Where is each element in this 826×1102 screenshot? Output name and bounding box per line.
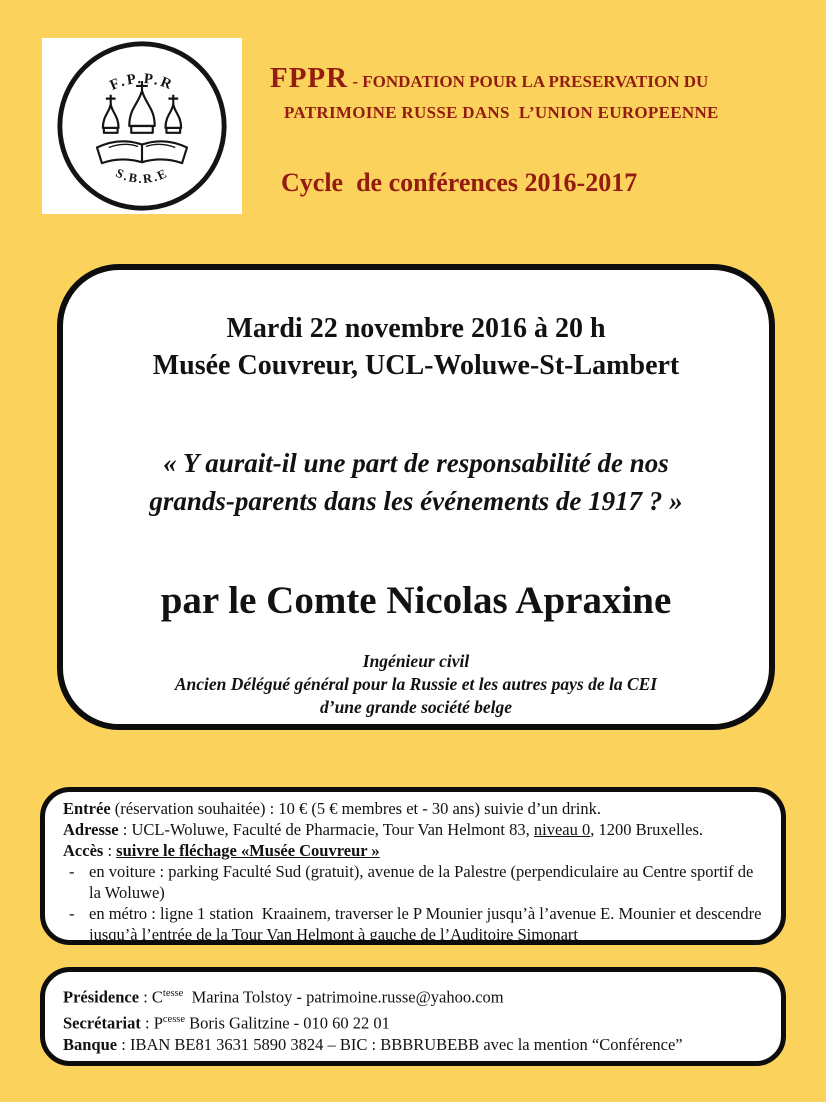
bullet-voiture-marker: -	[69, 862, 75, 881]
org-title	[270, 62, 719, 123]
event-box	[57, 264, 775, 730]
acces-label: Accès	[63, 841, 104, 860]
org-name-part1: FONDATION POUR LA PRESERVATION DU	[362, 72, 709, 91]
org-abbreviation: FPPR	[270, 62, 349, 94]
presidence-text: Marina Tolstoy - patrimoine.russe@yahoo.com	[183, 987, 504, 1007]
presidence-prefix: : C	[139, 987, 163, 1007]
secretariat-prefix: : P	[140, 1013, 163, 1032]
logo-patch	[42, 38, 242, 214]
bullet-voiture-text: en voiture : parking Faculté Sud (gratuit), avenue de la Palestre (perpendiculaire au Centre sportif de la Woluwe)	[89, 862, 758, 902]
event-venue: Musée Couvreur, UCL-Woluwe-St-Lambert	[152, 350, 680, 381]
banque-label: Banque	[63, 1035, 118, 1054]
banque-line	[63, 1034, 763, 1056]
adresse-label: Adresse	[63, 820, 119, 839]
entree-line	[63, 798, 767, 819]
presidence-superscript: tesse	[162, 988, 184, 999]
org-separator: -	[348, 72, 363, 91]
conference-cycle-title: Cycle de conférences 2016-2017	[281, 168, 638, 197]
adresse-underlined: niveau 0	[533, 820, 591, 839]
credential-line1: Ingénieur civil	[362, 651, 470, 671]
entree-label: Entrée	[63, 799, 111, 818]
secretariat-text: Boris Galitzine - 010 60 22 01	[185, 1013, 390, 1032]
quote-line2: grands-parents dans les événements de 1917 ? »	[149, 486, 683, 516]
logo-top-text: F.P.P.R	[107, 70, 177, 94]
presidence-line	[63, 983, 763, 1009]
secretariat-label: Secrétariat	[63, 1013, 141, 1032]
secretariat-line	[63, 1009, 763, 1035]
org-name-part2: PATRIMOINE RUSSE DANS L’UNION EUROPEENNE	[284, 103, 719, 122]
acces-separator: :	[103, 841, 117, 860]
banque-text: : IBAN BE81 3631 5890 3824 – BIC : BBBRUBEBB avec la mention “Conférence”	[117, 1035, 683, 1054]
acces-highlight: suivre le fléchage «Musée Couvreur »	[116, 841, 380, 860]
bullet-metro	[63, 903, 767, 945]
practical-info-box	[40, 787, 786, 945]
bullet-metro-marker: -	[69, 904, 75, 923]
secretariat-superscript: cesse	[162, 1013, 186, 1025]
event-date: Mardi 22 novembre 2016 à 20 h	[226, 313, 606, 344]
speaker-credentials	[63, 650, 769, 719]
presidence-label: Présidence	[63, 987, 140, 1007]
bullet-metro-text: en métro : ligne 1 station Kraainem, traverser le P Mounier jusqu’à l’avenue E. Mounier et descendre jusqu’à l’entrée de la Tour Van Helmont à gauche de l’Auditoire Simonart	[89, 904, 766, 944]
contact-box	[40, 967, 786, 1066]
bullet-voiture	[63, 861, 767, 903]
adresse-line	[63, 819, 767, 840]
fppr-logo	[54, 38, 230, 214]
logo-bottom-text: S.B.R.E	[113, 165, 171, 187]
lecture-title-quote	[63, 444, 769, 520]
speaker-name: par le Comte Nicolas Apraxine	[160, 579, 672, 622]
credential-line2: Ancien Délégué général pour la Russie et les autres pays de la CEI	[174, 674, 658, 694]
quote-line1: « Y aurait-il une part de responsabilité de nos	[163, 448, 669, 478]
open-book-icon	[97, 141, 187, 163]
credential-line3: d’une grande société belge	[320, 697, 512, 717]
adresse-text-1: : UCL-Woluwe, Faculté de Pharmacie, Tour Van Helmont 83,	[118, 820, 534, 839]
adresse-text-2: , 1200 Bruxelles.	[590, 820, 703, 839]
acces-line	[63, 840, 767, 861]
entree-text: (réservation souhaitée) : 10 € (5 € membres et - 30 ans) suivie d’un drink.	[110, 799, 601, 818]
org-title-line1	[270, 62, 719, 95]
